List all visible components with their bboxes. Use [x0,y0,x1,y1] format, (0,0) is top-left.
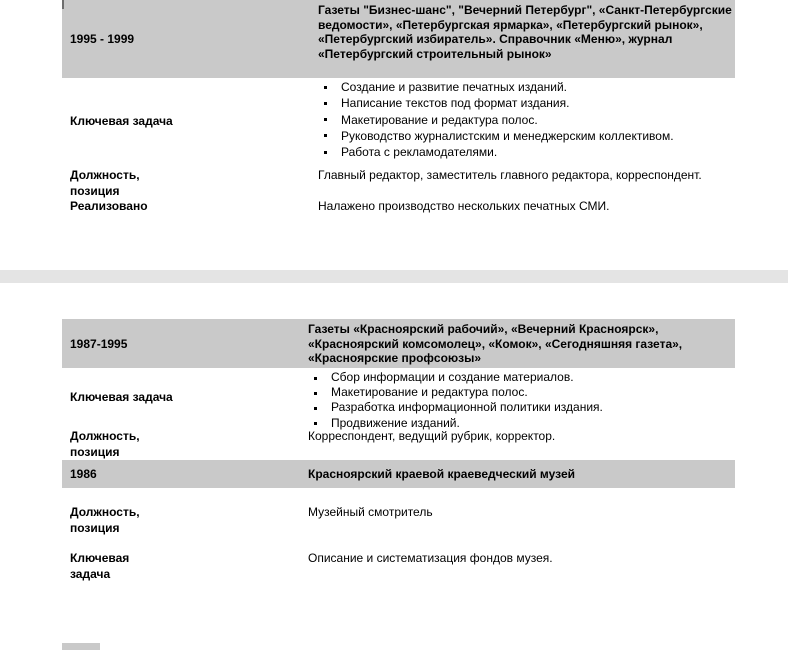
next-table-fragment [62,643,100,650]
key-task-value-3: Описание и систематизация фондов музея. [308,551,553,565]
realized-label-1: Реализовано [70,199,148,213]
period-header-row-3 [62,460,735,488]
bullet-item: Написание текстов под формат издания. [320,95,722,111]
period-label-2: 1987-1995 [70,336,128,351]
position-label-2: Должность, позиция [70,429,140,459]
bullet-item: Создание и развитие печатных изданий. [320,79,722,95]
position-label-3: Должность, позиция [70,505,140,535]
period-header-row-1 [62,0,735,78]
bullet-item: Сбор информации и создание материалов. [310,370,730,385]
bullet-item: Макетирование и редактура полос. [320,112,722,128]
period-header-row-2 [62,319,735,368]
bullet-item: Продвижение изданий. [310,416,730,431]
bullet-item: Руководство журналистским и менеджерским коллективом. [320,128,722,144]
key-task-label-3: Ключевая задача [70,551,130,581]
realized-value-1: Налажено производство нескольких печатных СМИ. [318,199,610,213]
period-label-1: 1995 - 1999 [70,32,135,46]
position-value-3: Музейный смотритель [308,505,433,519]
table-border-tick [62,0,64,9]
position-value-1: Главный редактор, заместитель главного редактора, корреспондент. [318,168,702,182]
key-task-list-1 [320,79,722,160]
organizations-cell-3: Красноярский краевой краеведческий музей [308,467,575,481]
organizations-cell-2: Газеты «Красноярский рабочий», «Вечерний Красноярск», «Красноярский комсомолец», «Комок», «Сегодняшняя газета», «Красноярские профсоюзы» [308,322,683,366]
section-divider [0,270,788,283]
key-task-label-2: Ключевая задача [70,390,173,404]
bullet-item: Разработка информационной политики издания. [310,400,730,415]
bullet-item: Работа с рекламодателями. [320,144,722,160]
period-label-3: 1986 [70,467,97,481]
position-value-2: Корреспондент, ведущий рубрик, корректор. [308,429,556,443]
key-task-list-2 [310,370,730,431]
bullet-item: Макетирование и редактура полос. [310,385,730,400]
key-task-label-1: Ключевая задача [70,114,173,128]
position-label-1: Должность, позиция [70,168,140,198]
organizations-cell-1: Газеты "Бизнес-шанс", "Вечерний Петербург", «Санкт-Петербургские ведомости», «Петербургская ярмарка», «Петербургский рынок», «Петербургский избиратель». Справочник «Меню», журнал «Петербургский строительный рынок» [318,3,732,61]
